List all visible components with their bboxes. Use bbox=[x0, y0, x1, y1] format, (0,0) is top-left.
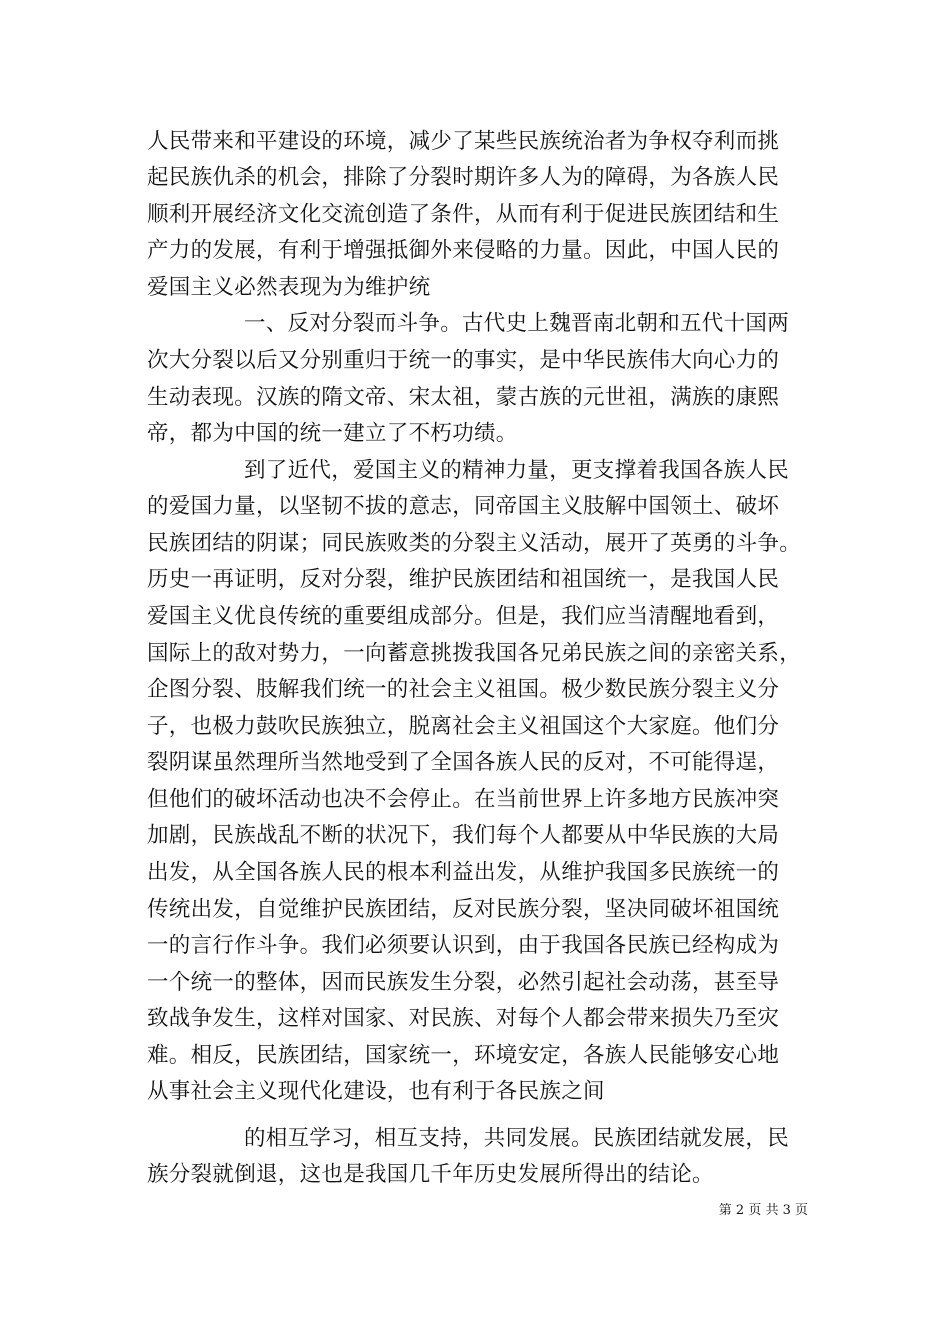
text-line: 一个统一的整体，因而民族发生分裂，必然引起社会动荡，甚至导 bbox=[147, 970, 780, 995]
text-line: 族分裂就倒退，这也是我国几千年历史发展所得出的结论。 bbox=[147, 1162, 714, 1187]
text-line: 产力的发展，有利于增强抵御外来侵略的力量。因此，中国人民的 bbox=[147, 238, 780, 263]
text-line: 的爱国力量，以坚韧不拔的意志，同帝国主义肢解中国领土、破坏 bbox=[147, 494, 780, 519]
text-line: 顺利开展经济文化交流创造了条件，从而有利于促进民族团结和生 bbox=[147, 202, 780, 227]
text-line: 人民带来和平建设的环境，减少了某些民族统治者为争权夺利而挑 bbox=[147, 129, 780, 154]
text-line: 加剧，民族战乱不断的状况下，我们每个人都要从中华民族的大局 bbox=[147, 823, 780, 848]
text-line: 裂阴谋虽然理所当然地受到了全国各族人民的反对，不可能得逞， bbox=[147, 750, 780, 775]
text-line: 生动表现。汉族的隋文帝、宋太祖，蒙古族的元世祖，满族的康熙 bbox=[147, 385, 780, 410]
paragraph-start-line: 一、反对分裂而斗争。古代史上魏晋南北朝和五代十国两 bbox=[244, 311, 790, 336]
text-line: 致战争发生，这样对国家、对民族、对每个人都会带来损失乃至灾 bbox=[147, 1006, 780, 1031]
text-line: 难。相反，民族团结，国家统一，环境安定，各族人民能够安心地 bbox=[147, 1043, 780, 1068]
text-line: 爱国主义优良传统的重要组成部分。但是，我们应当清醒地看到， bbox=[147, 604, 780, 629]
text-line: 民族团结的阴谋；同民族败类的分裂主义活动，展开了英勇的斗争。 bbox=[147, 531, 802, 556]
paragraph-start-line: 的相互学习，相互支持，共同发展。民族团结就发展，民 bbox=[244, 1126, 790, 1151]
page-number: 第 2 页 共 3 页 bbox=[718, 1203, 808, 1218]
text-line: 企图分裂、肢解我们统一的社会主义祖国。极少数民族分裂主义分 bbox=[147, 677, 780, 702]
text-line: 传统出发，自觉维护民族团结，反对民族分裂，坚决同破坏祖国统 bbox=[147, 897, 780, 922]
text-line: 爱国主义必然表现为为维护统 bbox=[147, 275, 431, 300]
text-line: 国际上的敌对势力，一向蓄意挑拨我国各兄弟民族之间的亲密关系， bbox=[147, 641, 802, 666]
text-line: 从事社会主义现代化建设，也有利于各民族之间 bbox=[147, 1079, 605, 1104]
text-line: 子，也极力鼓吹民族独立，脱离社会主义祖国这个大家庭。他们分 bbox=[147, 714, 780, 739]
text-line: 起民族仇杀的机会，排除了分裂时期许多人为的障碍，为各族人民 bbox=[147, 165, 780, 190]
text-line: 但他们的破坏活动也决不会停止。在当前世界上许多地方民族冲突 bbox=[147, 787, 780, 812]
text-line: 帝，都为中国的统一建立了不朽功绩。 bbox=[147, 421, 518, 446]
text-line: 次大分裂以后又分别重归于统一的事实，是中华民族伟大向心力的 bbox=[147, 348, 780, 373]
paragraph-start-line: 到了近代，爱国主义的精神力量，更支撑着我国各族人民 bbox=[244, 458, 790, 483]
text-line: 一的言行作斗争。我们必须要认识到，由于我国各民族已经构成为 bbox=[147, 933, 780, 958]
text-line: 历史一再证明，反对分裂，维护民族团结和祖国统一，是我国人民 bbox=[147, 567, 780, 592]
text-line: 出发，从全国各族人民的根本利益出发，从维护我国多民族统一的 bbox=[147, 860, 780, 885]
